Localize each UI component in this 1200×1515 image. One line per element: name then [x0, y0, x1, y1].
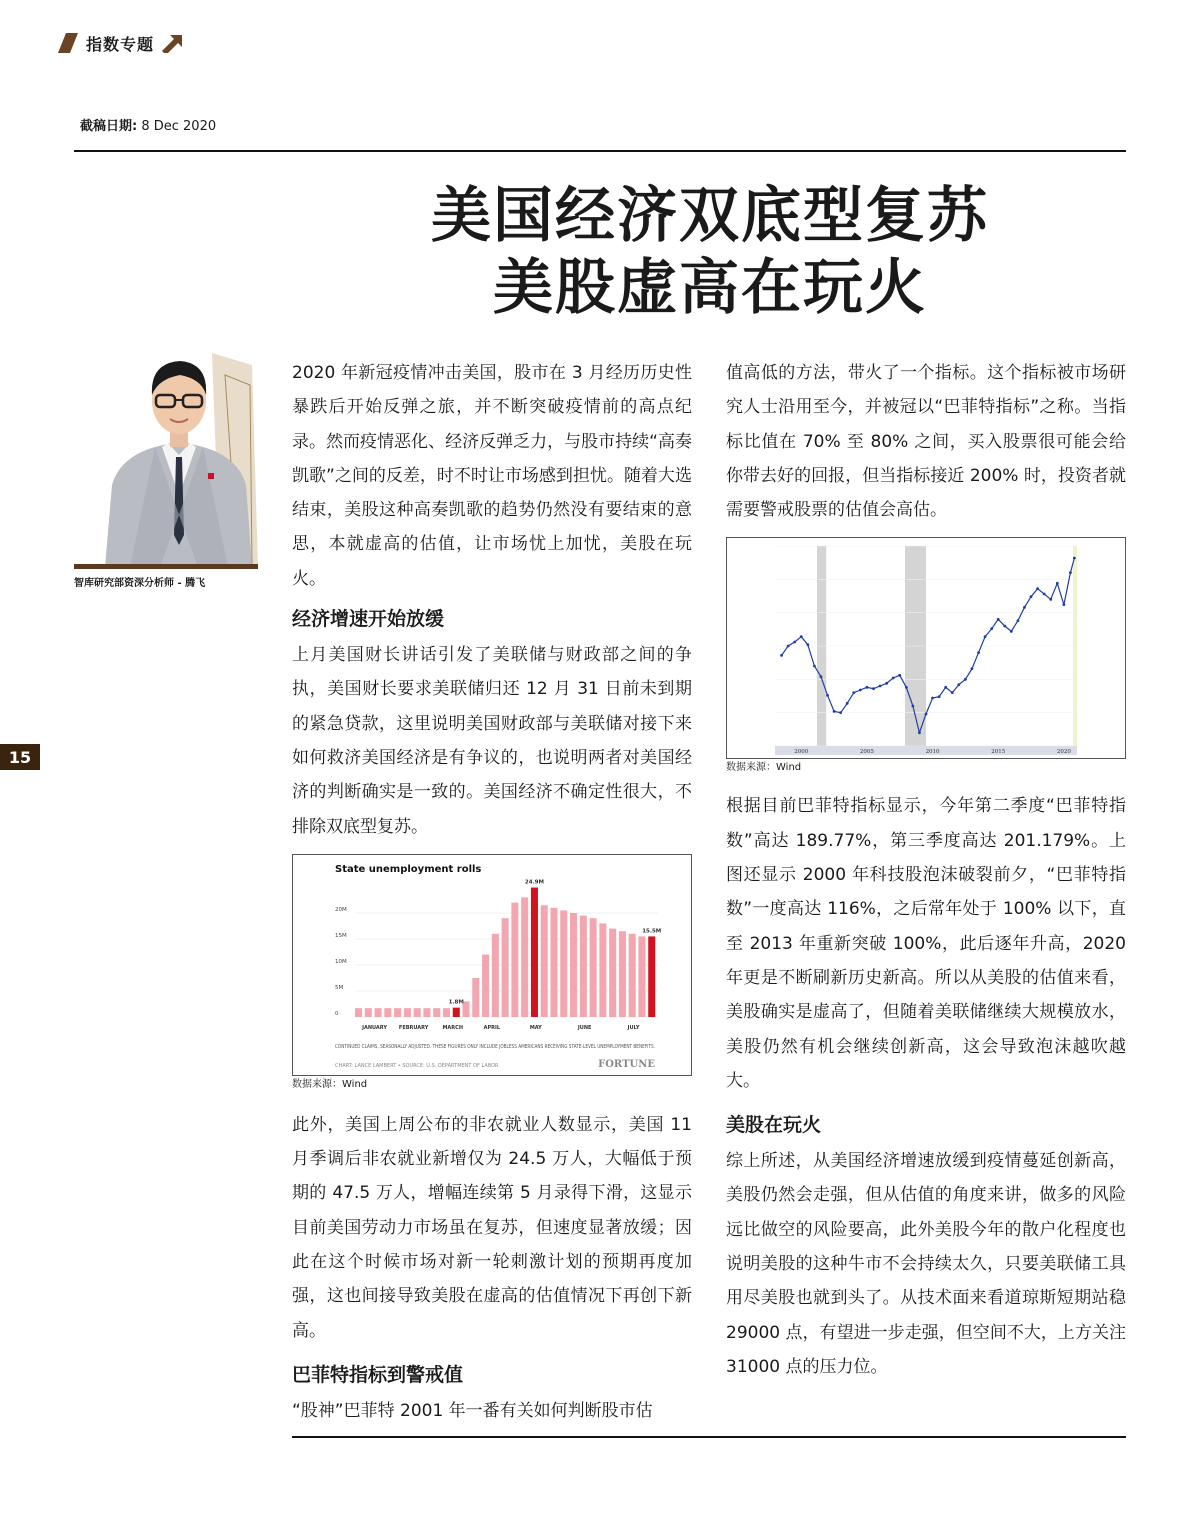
author-caption: 智库研究部资深分析师 - 腾飞	[74, 578, 206, 589]
buffett-data-point	[1043, 593, 1046, 596]
buffett-data-point	[931, 697, 934, 700]
buffett-data-point	[911, 705, 914, 708]
unemployment-bar	[599, 923, 606, 1017]
unemployment-bar	[375, 1008, 382, 1017]
heading-playing-with-fire: 美股在玩火	[726, 1114, 822, 1137]
buffett-data-point	[1056, 582, 1059, 585]
buffett-data-point	[892, 677, 895, 680]
unemployment-bar	[433, 1008, 440, 1017]
unemployment-credit: CHART: LANCE LAMBERT • SOURCE: U.S. DEPARTMENT OF LABOR	[335, 1062, 499, 1069]
unemployment-bar	[541, 905, 548, 1017]
right-column	[726, 356, 1126, 1384]
slash-icon	[58, 33, 80, 53]
unemployment-bar	[423, 1008, 430, 1017]
page-number: 15	[0, 744, 40, 770]
unemployment-bar	[619, 931, 626, 1017]
buffett-data-point	[1003, 625, 1006, 628]
title-line-2: 美股虚高在玩火	[493, 253, 927, 323]
buffett-data-point	[826, 694, 829, 697]
buffett-data-point	[813, 665, 816, 668]
buffett-data-point	[951, 692, 954, 695]
unemployment-bar	[560, 910, 567, 1017]
unemployment-bar	[492, 934, 499, 1017]
unemployment-month-label: APRIL	[483, 1024, 501, 1031]
unemployment-bar	[355, 1008, 362, 1017]
buffett-data-point	[984, 636, 987, 639]
buffett-data-point	[866, 686, 869, 689]
unemployment-bar	[609, 928, 616, 1016]
buffett-data-point	[938, 696, 941, 699]
paragraph-nonfarm: 此外，美国上周公布的非农就业人数显示，美国 11 月季调后非农就业新增仅为 24.5 万人，大幅低于预期的 47.5 万人，增幅连续第 5 月录得下滑，这显示目前美国劳动力市场虽在复苏，但速度显著放缓；因此在这个时候市场对新一轮刺激计划的预期再度加强，这也间接导致美股在虚高的估值情况下再创下新高。	[292, 1114, 692, 1341]
unemployment-chart-title: State unemployment rolls	[335, 863, 482, 875]
buffett-data-point	[852, 692, 855, 695]
buffett-data-point	[820, 676, 823, 679]
unemployment-bars	[355, 887, 655, 1016]
buffett-data-point	[957, 684, 960, 687]
buffett-data-point	[839, 712, 842, 715]
buffett-x-tick: 2015	[991, 749, 1006, 756]
unemployment-y-tick: 20M	[335, 906, 347, 913]
buffett-data-point	[944, 686, 947, 689]
unemployment-month-label: FEBRUARY	[398, 1024, 429, 1031]
buffett-data-point	[793, 641, 796, 644]
buffett-data-point	[971, 668, 974, 671]
buffett-data-point	[806, 644, 809, 647]
buffett-x-tick: 2005	[859, 749, 874, 756]
article-title	[380, 180, 1040, 324]
unemployment-bar	[384, 1008, 391, 1017]
unemployment-data-label: 15.5M	[642, 928, 662, 935]
unemployment-month-label: MAY	[529, 1024, 542, 1031]
buffett-data-point	[905, 686, 908, 689]
unemployment-bar	[580, 915, 587, 1016]
unemployment-data-label: 24.9M	[524, 879, 544, 886]
figure1-source: 数据来源：Wind	[292, 1078, 368, 1090]
buffett-data-point	[990, 628, 993, 631]
unemployment-y-tick: 15M	[335, 932, 347, 939]
author-photo	[100, 345, 258, 567]
buffett-data-point	[925, 713, 928, 716]
paragraph-intro: 2020 年新冠疫情冲击美国，股市在 3 月经历历史性暴跌后开始反弹之旅，并不断突破疫情前的高点纪录。然而疫情恶化、经济反弹乏力，与股市持续“高奏凯歌”之间的反差，时不时让市场感到担忧。随着大选结束，美股这种高奏凯歌的趋势仍然没有要结束的意思，本就虚高的估值，让市场忧上加忧，美股在玩火。	[292, 363, 692, 589]
buffett-indicator-chart	[726, 537, 1126, 759]
buffett-data-point	[1030, 596, 1033, 599]
unemployment-bar	[472, 978, 479, 1017]
unemployment-bar	[511, 902, 518, 1016]
paragraph-buffett-values: 根据目前巴菲特指标显示，今年第二季度“巴菲特指数”高达 189.77%，第三季度高达 201.179%。上图还显示 2000 年科技股泡沫破裂前夕，“巴菲特指数”一度高达 116%，之后常年处于 100% 以下，直至 2013 年重新突破 100%，此后逐年升高，2020 年更是不断刷新历史新高。所以从美股的估值来看，美股确实是虚高了，但随着美联储继续大规模放水，美股仍然有机会继续创新高，这会导致泡沫越吹越大。	[726, 796, 1126, 1091]
buffett-data-point	[1062, 604, 1065, 607]
unemployment-y-tick: 10M	[335, 958, 347, 965]
buffett-data-point	[1073, 557, 1076, 560]
title-line-1: 美国经济双底型复苏	[431, 181, 989, 251]
buffett-data-point	[997, 618, 1000, 621]
date-value: 8 Dec 2020	[141, 119, 217, 134]
buffett-data-point	[787, 645, 790, 648]
unemployment-bar	[570, 913, 577, 1017]
unemployment-bar	[590, 918, 597, 1017]
unemployment-chart	[292, 854, 692, 1076]
unemployment-bar	[404, 1008, 411, 1017]
unemployment-bar	[453, 1007, 460, 1016]
buffett-data-point	[1017, 620, 1020, 623]
unemployment-y-tick: 5M	[335, 984, 344, 991]
fortune-logo: FORTUNE	[598, 1058, 655, 1070]
buffett-data-point	[859, 689, 862, 692]
arrow-up-right-icon	[160, 33, 182, 53]
buffett-x-tick: 2000	[794, 749, 809, 756]
section-label: 指数专题	[86, 34, 155, 54]
unemployment-month-label: JUNE	[577, 1024, 592, 1031]
unemployment-footnote: CONTINUED CLAIMS, SEASONALLY ADJUSTED. THESE FIGURES ONLY INCLUDE JOBLESS AMERICANS RECEIVING STATE-LEVEL UNEMPLOYMENT BENEFITS.	[335, 1043, 656, 1050]
date-label: 截稿日期:	[80, 119, 138, 134]
buffett-x-tick: 2020	[1056, 749, 1071, 756]
author-bar	[74, 564, 258, 569]
unemployment-bar	[414, 1008, 421, 1017]
deadline-date	[80, 115, 216, 134]
unemployment-bar	[482, 954, 489, 1016]
buffett-data-point	[800, 636, 803, 639]
figure2-source: 数据来源：Wind	[726, 762, 802, 774]
paragraph-buffett-continued: 值高低的方法，带火了一个指标。这个指标被市场研究人士沿用至今，并被冠以“巴菲特指标”之称。当指标比值在 70% 至 80% 之间，买入股票很可能会给你带去好的回报，但当指标接近 200% 时，投资者就需要警戒股票的估值会高估。	[726, 363, 1126, 521]
unemployment-bar	[365, 1008, 372, 1017]
unemployment-bar	[521, 897, 528, 1017]
unemployment-bar	[648, 936, 655, 1017]
unemployment-y-tick: 0	[335, 1010, 339, 1017]
paragraph-treasury: 上月美国财长讲话引发了美联储与财政部之间的争执，美国财长要求美联储归还 12 月 31 日前未到期的紧急贷款，这里说明美国财政部与美联储对接下来如何救济美国经济是有争议的，也说明两者对美国经济的判断确实是一致的。美国经济不确定性很大，不排除双底型复苏。	[292, 645, 692, 837]
unemployment-data-label: 1.8M	[448, 999, 464, 1006]
heading-buffett-indicator: 巴菲特指标到警戒值	[292, 1363, 464, 1386]
unemployment-bar	[502, 918, 509, 1017]
buffett-data-point	[964, 678, 967, 681]
unemployment-bar	[629, 934, 636, 1017]
buffett-data-point	[898, 674, 901, 677]
unemployment-bar	[394, 1008, 401, 1017]
buffett-data-point	[872, 688, 875, 691]
buffett-data-point	[1069, 572, 1072, 575]
unemployment-bar	[550, 908, 557, 1017]
section-header-tag	[58, 30, 182, 56]
unemployment-bar	[443, 1008, 450, 1017]
paragraph-conclusion: 综上所述，从美国经济增速放缓到疫情蔓延创新高，美股仍然会走强，但从估值的角度来讲，做多的风险远比做空的风险要高，此外美股今年的散户化程度也说明美股的这种牛市不会持续太久，只要美联储工具用尽美股也就到头了。从技术面来看道琼斯短期站稳 29000 点，有望进一步走强，但空间不大，上方关注 31000 点的压力位。	[726, 1151, 1126, 1377]
buffett-data-point	[885, 682, 888, 685]
unemployment-bar	[531, 887, 538, 1016]
unemployment-month-label: JULY	[627, 1024, 640, 1031]
unemployment-month-labels	[361, 1025, 640, 1031]
buffett-data-point	[1010, 630, 1013, 633]
buffett-data-point	[879, 685, 882, 688]
bottom-divider	[292, 1436, 1126, 1438]
unemployment-month-label: MARCH	[442, 1024, 464, 1031]
unemployment-month-label: JANUARY	[362, 1024, 387, 1031]
buffett-data-point	[977, 652, 980, 655]
left-column	[292, 356, 692, 1428]
buffett-data-point	[1023, 606, 1026, 609]
buffett-data-point	[1049, 598, 1052, 601]
buffett-data-point	[780, 654, 783, 657]
buffett-x-tick: 2010	[925, 749, 940, 756]
paragraph-buffett-start: “股神”巴菲特 2001 年一番有关如何判断股市估	[292, 1400, 653, 1421]
unemployment-bar	[638, 936, 645, 1017]
unemployment-y-ticks	[335, 907, 347, 1017]
heading-growth-slowdown: 经济增速开始放缓	[292, 608, 445, 631]
buffett-data-point	[1036, 588, 1039, 591]
buffett-data-point	[846, 702, 849, 705]
buffett-data-point	[833, 710, 836, 713]
top-divider	[74, 150, 1126, 152]
buffett-data-point	[918, 732, 921, 735]
